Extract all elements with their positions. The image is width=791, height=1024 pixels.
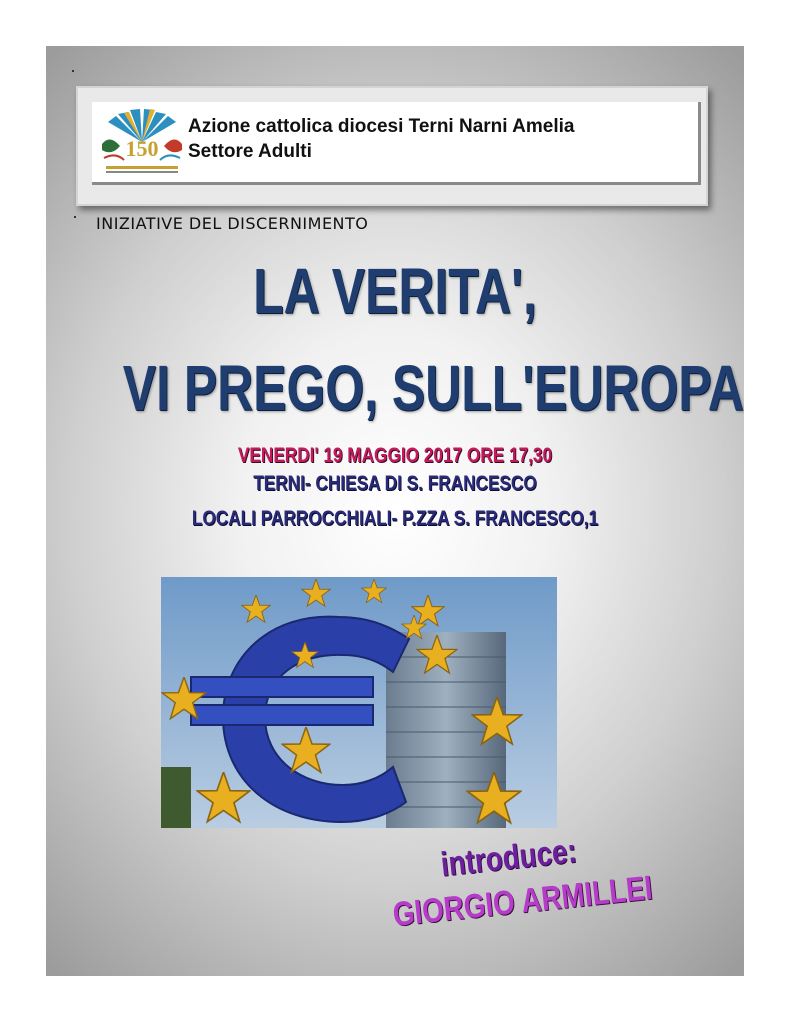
title-line-1: LA VERITA', (253, 255, 537, 327)
header-panel (92, 102, 701, 185)
marker-dot (72, 70, 74, 72)
header-box (76, 86, 708, 206)
organization-sector: Settore Adulti (188, 141, 312, 162)
title-line-2: VI PREGO, SULL'EUROPA (122, 352, 744, 424)
svg-text:150: 150 (125, 136, 159, 161)
euro-sculpture-photo-icon (161, 577, 557, 828)
introduce-label: introduce: (438, 831, 579, 884)
organization-name: Azione cattolica diocesi Terni Narni Amelia (188, 116, 575, 137)
event-place: TERNI- CHIESA DI S. FRANCESCO (253, 472, 537, 495)
azione-cattolica-logo-icon (98, 106, 186, 176)
event-date-time: VENERDI' 19 MAGGIO 2017 ORE 17,30 (237, 444, 553, 467)
poster (46, 46, 744, 976)
speaker-name: GIORGIO ARMILLEI (390, 868, 655, 934)
marker-dot (74, 216, 76, 218)
event-address: LOCALI PARROCCHIALI- P.ZZA S. FRANCESCO,1 (191, 507, 599, 530)
kicker-text: INIZIATIVE DEL DISCERNIMENTO (96, 214, 369, 233)
